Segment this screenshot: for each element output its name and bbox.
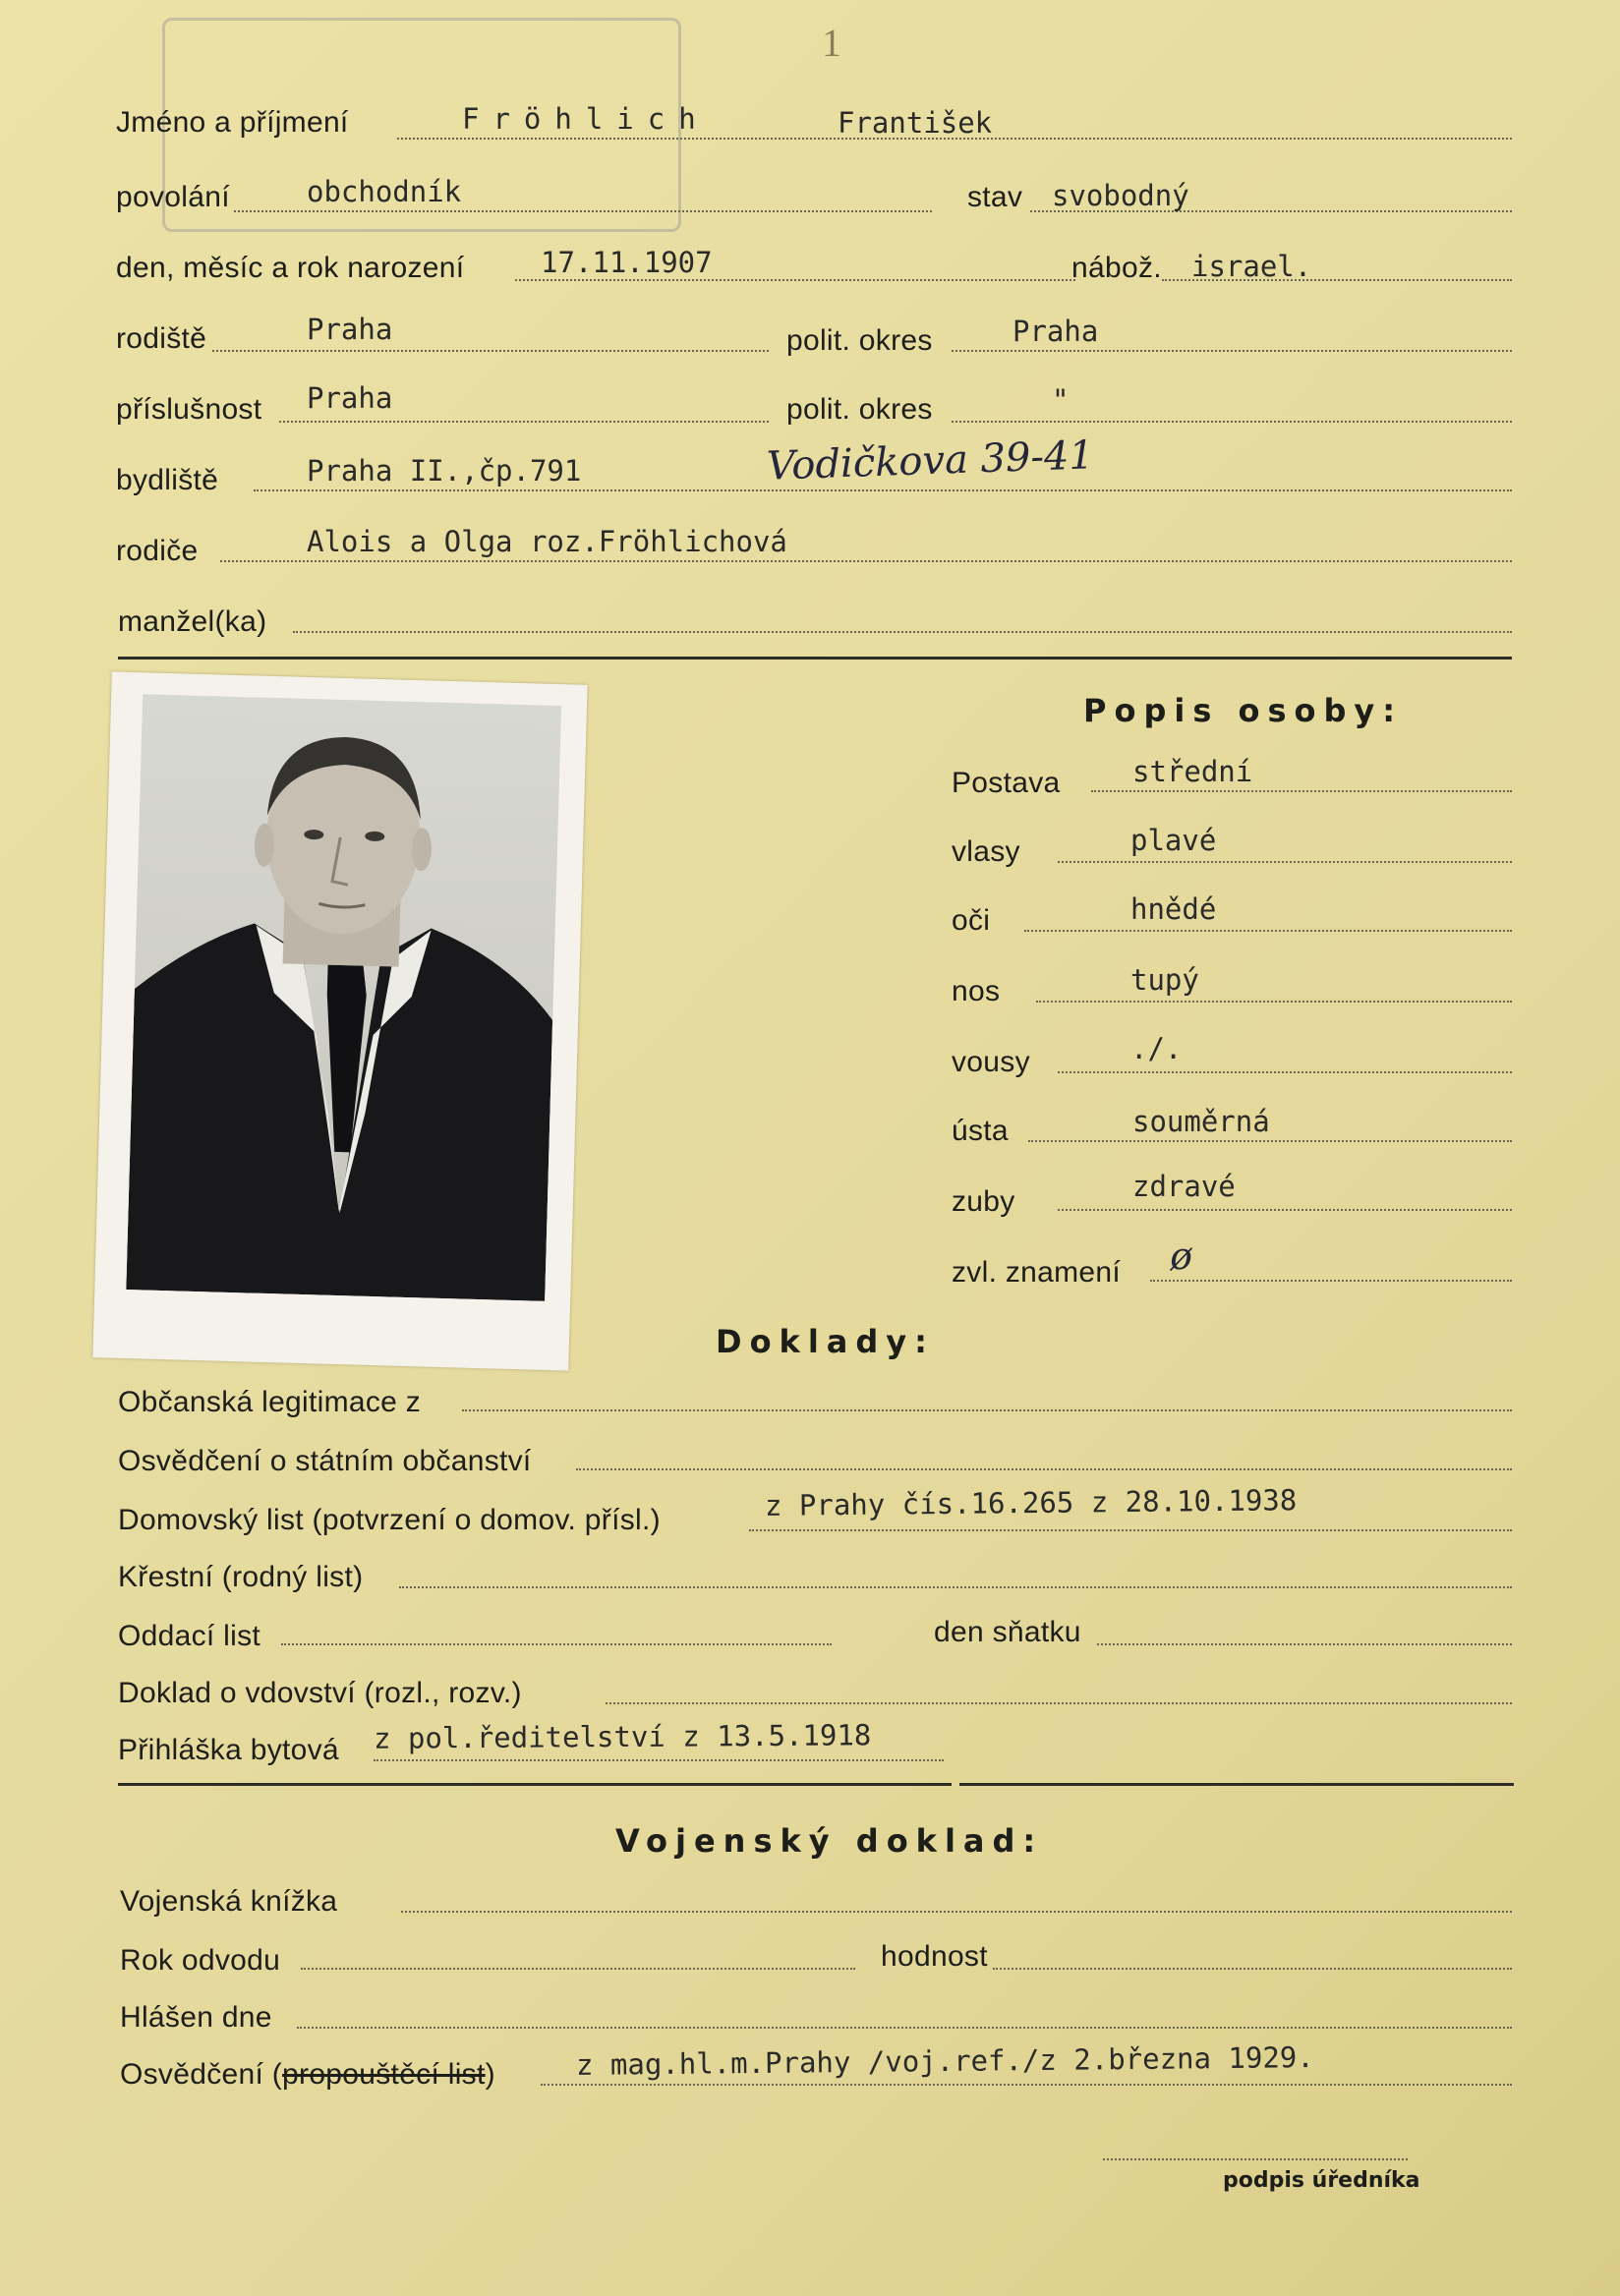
description-label-3: nos [952, 975, 1001, 1007]
baptism-line [399, 1586, 1512, 1588]
portrait-photo [126, 694, 561, 1301]
residence-handwritten: Vodičkova 39-41 [766, 432, 1095, 489]
citizenship-label: Osvědčení o státním občanství [118, 1445, 532, 1477]
birth-district-value: Praha [1012, 315, 1099, 348]
registration-label: Přihláška bytová [118, 1734, 339, 1766]
birthplace-line [212, 350, 769, 352]
name-label: Jméno a příjmení [116, 106, 349, 139]
section-rule-top [118, 657, 1512, 660]
occupation-line [234, 210, 932, 212]
description-line-5 [1028, 1140, 1512, 1142]
belonging-label: příslušnost [116, 393, 262, 426]
description-value-5: souměrná [1132, 1105, 1270, 1138]
description-label-2: oči [952, 904, 991, 937]
belonging-district-line [952, 421, 1512, 423]
belonging-value: Praha [307, 381, 393, 415]
marriage-certificate-label: Oddací list [118, 1620, 261, 1652]
id-card-label: Občanská legitimace z [118, 1386, 422, 1418]
description-line-0 [1091, 790, 1512, 792]
description-label-7: zvl. znamení [952, 1256, 1121, 1289]
description-value-4: ./. [1130, 1032, 1183, 1065]
description-line-3 [1036, 1001, 1512, 1003]
occupation-label: povolání [116, 181, 230, 213]
residence-line [254, 489, 1512, 491]
surname-value: Fröhlich [462, 102, 710, 136]
documents-heading: Doklady: [716, 1323, 935, 1360]
section-rule-bottom-right [959, 1783, 1514, 1786]
rank-line [993, 1968, 1512, 1970]
certificate-line [541, 2084, 1512, 2086]
certificate-label [120, 2058, 495, 2092]
description-label-6: zuby [952, 1185, 1015, 1218]
parents-value: Alois a Olga roz.Fröhlichová [307, 525, 787, 558]
given-name-value: František [838, 106, 993, 140]
belonging-district-label: polit. okres [786, 393, 933, 426]
description-value-7: ø [1169, 1234, 1193, 1279]
certificate-close-text: ) [485, 2058, 495, 2091]
page-number: 1 [822, 21, 841, 65]
home-certificate-label: Domovský list (potvrzení o domov. přísl.) [118, 1504, 661, 1536]
registration-value: z pol.ředitelství z 13.5.1918 [373, 1718, 872, 1755]
home-certificate-line [749, 1529, 1512, 1531]
signature-line [1103, 2158, 1408, 2160]
description-value-2: hnědé [1130, 892, 1217, 926]
religion-label: nábož. [1071, 252, 1162, 284]
id-card-line [462, 1409, 1512, 1411]
description-value-3: tupý [1130, 963, 1199, 997]
description-line-1 [1058, 861, 1512, 863]
belonging-district-value: " [1052, 383, 1070, 417]
description-value-6: zdravé [1132, 1170, 1236, 1203]
photo-mount [92, 671, 587, 1370]
section-rule-bottom-left [118, 1783, 952, 1786]
birth-date-line [515, 279, 1075, 281]
spouse-label: manžel(ka) [118, 605, 267, 638]
marriage-certificate-line [281, 1643, 832, 1645]
draft-year-line [301, 1968, 855, 1970]
military-heading: Vojenský doklad: [615, 1822, 1044, 1860]
religion-value: israel. [1191, 250, 1312, 283]
birth-district-line [952, 350, 1512, 352]
description-heading: Popis osoby: [1083, 692, 1404, 729]
birthplace-label: rodiště [116, 322, 207, 355]
residence-label: bydliště [116, 464, 219, 496]
certificate-struck-text: propouštěcí list [282, 2058, 486, 2091]
wedding-date-label: den sňatku [934, 1616, 1081, 1648]
description-line-2 [1024, 930, 1512, 932]
parents-label: rodiče [116, 535, 199, 567]
occupation-value: obchodník [307, 175, 462, 208]
description-value-0: střední [1132, 755, 1253, 788]
description-label-5: ústa [952, 1115, 1009, 1147]
status-label: stav [967, 181, 1023, 213]
birth-date-value: 17.11.1907 [541, 246, 713, 279]
home-certificate-value: z Prahy čís.16.265 z 28.10.1938 [764, 1483, 1298, 1522]
certificate-label-text: Osvědčení ( [120, 2058, 283, 2091]
rank-label: hodnost [881, 1940, 988, 1973]
birth-date-label: den, měsíc a rok narození [116, 252, 465, 284]
status-value: svobodný [1052, 179, 1189, 212]
reported-label: Hlášen dne [120, 2001, 272, 2034]
description-label-0: Postava [952, 767, 1061, 799]
description-line-6 [1058, 1209, 1512, 1211]
official-signature-label: podpis úředníka [1223, 2168, 1420, 2193]
belonging-line [279, 421, 769, 423]
widowhood-label: Doklad o vdovství (rozl., rozv.) [118, 1677, 522, 1709]
description-value-1: plavé [1130, 824, 1217, 857]
wedding-date-line [1097, 1643, 1512, 1645]
description-line-7 [1150, 1280, 1512, 1282]
baptism-label: Křestní (rodný list) [118, 1561, 364, 1593]
registration-line [374, 1759, 944, 1761]
widowhood-line [606, 1702, 1512, 1704]
draft-year-label: Rok odvodu [120, 1944, 281, 1977]
description-label-4: vousy [952, 1046, 1030, 1078]
military-book-line [401, 1911, 1512, 1913]
parents-line [220, 560, 1512, 562]
military-book-label: Vojenská knížka [120, 1885, 338, 1918]
birthplace-value: Praha [307, 313, 393, 346]
spouse-line [293, 631, 1512, 633]
reported-line [297, 2027, 1512, 2029]
description-line-4 [1058, 1071, 1512, 1073]
portrait-drawing [126, 694, 561, 1301]
citizenship-line [576, 1468, 1512, 1470]
description-label-1: vlasy [952, 835, 1020, 868]
birth-district-label: polit. okres [786, 324, 933, 357]
certificate-value: z mag.hl.m.Prahy /voj.ref./z 2.března 1929. [575, 2040, 1314, 2082]
residence-value: Praha II.,čp.791 [307, 454, 582, 488]
